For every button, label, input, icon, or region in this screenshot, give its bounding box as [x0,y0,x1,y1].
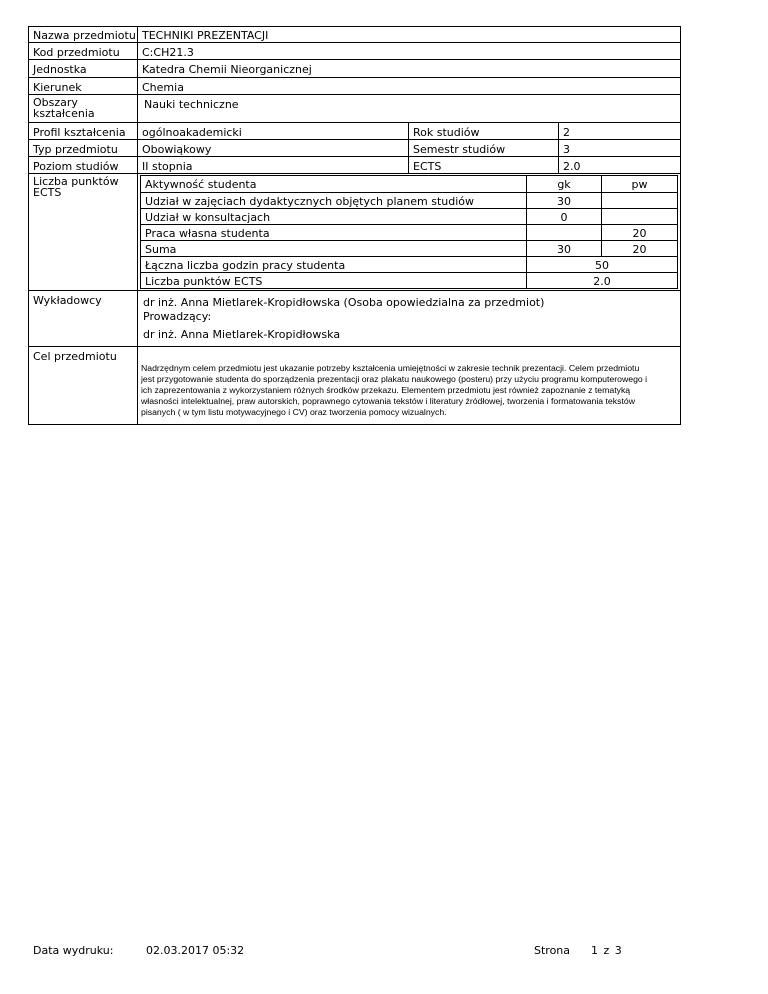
total-hours-label: Łączna liczba godzin pracy studenta [145,259,346,272]
ects-row-label: Udział w konsultacjach [145,211,271,224]
goal-line: własności intelektualnej, praw autorskich, poprawnego cytowania tekstów i literatury źródłowej, tworzenia i formatowania tekstów [141,396,635,406]
ects-points-value: 2.0 [593,275,611,288]
ects-section-label-1: Liczba punktów [33,175,119,188]
ects-label: ECTS [413,160,442,173]
goal-line: pisanych ( w tym listu motywacyjnego i CV) oraz tworzenia pomocy wizualnych. [141,407,447,417]
ects-value: 2.0 [563,160,581,173]
goal-line: Nadrzędnym celem przedmiotu jest ukazanie potrzeby kształcenia umiejętności w zakresie technik prezentacji. Celem przedmiotu [141,363,640,373]
rok-value: 2 [563,126,570,139]
kod-label: Kod przedmiotu [33,46,120,59]
jednostka-label: Jednostka [33,63,87,76]
prowadzacy-label: Prowadzący: [143,310,212,323]
nazwa-label: Nazwa przedmiotu [33,29,136,42]
page-number: 1 z 3 [591,944,622,957]
obszary-label-1: Obszary [33,96,78,109]
kierunek-label: Kierunek [33,81,82,94]
goal-text [141,363,679,418]
typ-label: Typ przedmiotu [33,143,118,156]
kod-value-cell [137,42,681,60]
prowadzacy-name: dr inż. Anna Mietlarek-Kropidłowska [143,328,341,341]
ects-section-label-2: ECTS [33,186,62,199]
print-date-value: 02.03.2017 05:32 [146,944,245,957]
poziom-value: II stopnia [142,160,193,173]
lecturer-main: dr inż. Anna Mietlarek-Kropidłowska (Osoba opowiedzialna za przedmiot) [143,296,545,309]
semestr-value: 3 [563,143,570,156]
semestr-label: Semestr studiów [413,143,506,156]
ects-pw-header: pw [631,178,648,191]
profil-value: ogólnoakademicki [142,126,242,139]
ects-row-gk: 30 [557,195,571,208]
lecturers-label: Wykładowcy [33,294,102,307]
goal-line: ich zaprezentowania z wykorzystaniem różnych środków przekazu. Elementem przedmiotu jest również zapoznanie z tematyką [141,385,631,395]
ects-gk-header: gk [557,178,571,191]
semestr-value-cell [558,139,681,157]
goal-label: Cel przedmiotu [33,350,117,363]
jednostka-value: Katedra Chemii Nieorganicznej [142,63,312,76]
goal-line: jest przygotowanie studenta do sporządzenia prezentacji oraz plakatu naukowego (posteru) przy użyciu programu komputerowego i [141,374,648,384]
ects-row-pw: 20 [632,227,647,240]
poziom-label: Poziom studiów [33,160,119,173]
table-cell [601,192,678,209]
ects-row-gk: 0 [560,211,568,224]
table-cell [526,224,602,241]
profil-label: Profil kształcenia [33,126,126,139]
ects-header: Aktywność studenta [145,178,257,191]
rok-label: Rok studiów [413,126,480,139]
ects-row-pw: 20 [632,243,647,256]
kierunek-value-cell [137,77,681,95]
print-date-label: Data wydruku: [33,944,114,957]
obszary-value: Nauki techniczne [144,98,239,111]
typ-value: Obowiąkowy [142,143,212,156]
ects-row-gk: 30 [557,243,571,256]
ects-row-label: Suma [145,243,177,256]
page-label: Strona [534,944,571,957]
kod-value: C:CH21.3 [142,46,194,59]
total-hours-value: 50 [595,259,609,272]
table-row [140,240,527,257]
table-cell [601,208,678,225]
ects-row-label: Praca własna studenta [145,227,270,240]
obszary-label-2: kształcenia [33,107,95,120]
rok-value-cell [558,122,681,140]
ects-row-label: Udział w zajęciach dydaktycznych objętych planem studiów [145,195,475,208]
nazwa-value: TECHNIKI PREZENTACJI [142,29,269,42]
kierunek-value: Chemia [142,81,184,94]
ects-points-label: Liczba punktów ECTS [145,275,263,288]
